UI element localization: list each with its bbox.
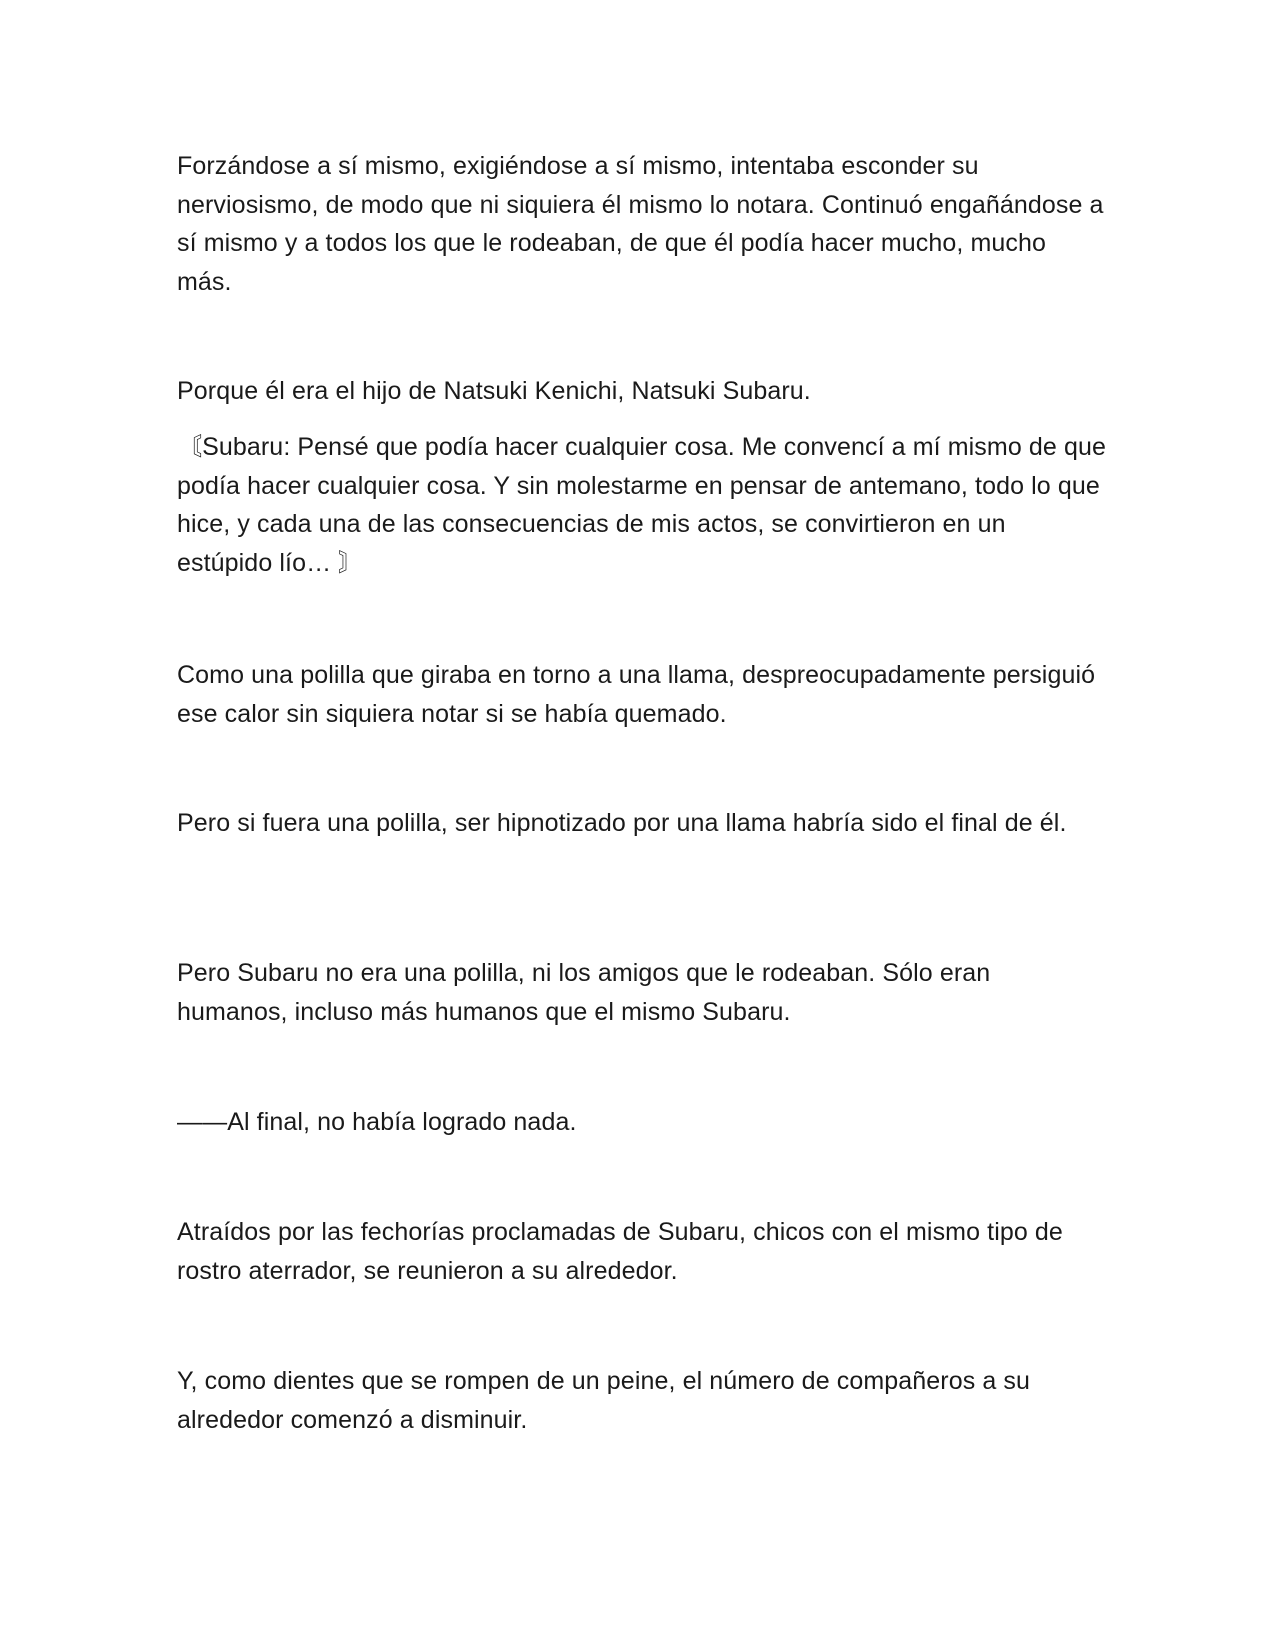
paragraph-6: Pero Subaru no era una polilla, ni los amigos que le rodeaban. Sólo eran humanos, incluso más humanos que el mismo Subaru. <box>177 959 991 1026</box>
paragraph-4: Como una polilla que giraba en torno a una llama, despreocupadamente persiguió ese calor sin siquiera notar si se había quemado. <box>177 661 1096 728</box>
paragraph-8: Atraídos por las fechorías proclamadas de Subaru, chicos con el mismo tipo de rostro aterrador, se reunieron a su alrededor. <box>177 1218 1063 1285</box>
paragraph-2: Porque él era el hijo de Natsuki Kenichi, Natsuki Subaru. <box>177 377 811 405</box>
paragraph-7: ――Al final, no había logrado nada. <box>177 1108 577 1136</box>
paragraph-3-quote: 〘Subaru: Pensé que podía hacer cualquier cosa. Me convencí a mí mismo de que podía hacer cualquier cosa. Y sin molestarme en pensar de antemano, todo lo que hice, y cada una de las consecuencias de mis actos, se convirtieron en un estúpido lío… 〙 <box>177 433 1106 577</box>
paragraph-5: Pero si fuera una polilla, ser hipnotizado por una llama habría sido el final de él. <box>177 809 1067 837</box>
paragraph-9: Y, como dientes que se rompen de un peine, el número de compañeros a su alrededor comenzó a disminuir. <box>177 1367 1031 1434</box>
paragraph-1: Forzándose a sí mismo, exigiéndose a sí mismo, intentaba esconder su nerviosismo, de modo que ni siquiera él mismo lo notara. Continuó engañándose a sí mismo y a todos los que le rodeaban, de que él podía hacer mucho, mucho más. <box>177 152 1104 296</box>
